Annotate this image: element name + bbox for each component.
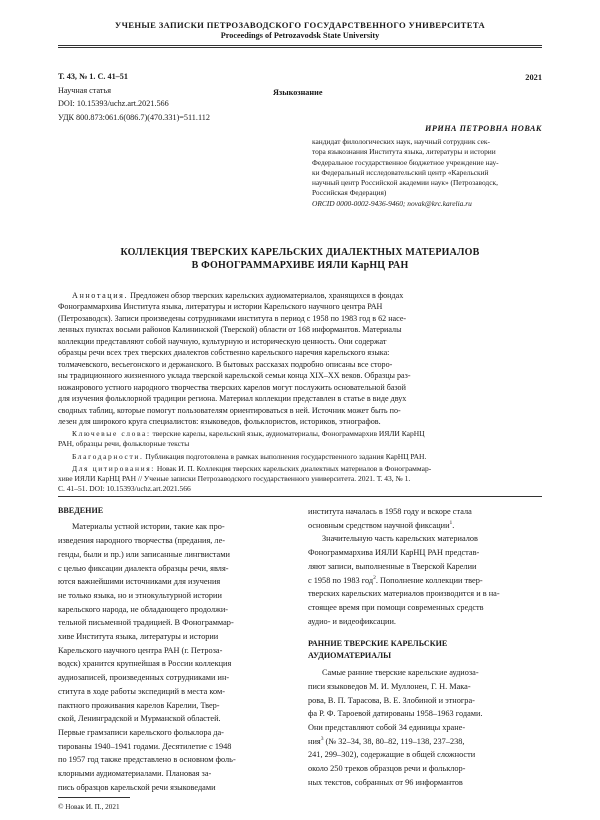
affiliation-line: ки Федеральный исследовательский центр «Карельский <box>312 167 489 177</box>
body-line: тверских карельских материалов производится и в на- <box>308 589 500 599</box>
citation-line: хиве ИЯЛИ КарНЦ РАН // Ученые записки Петрозаводского государственного университета. 2021. Т. 43, № 1. <box>58 474 411 484</box>
keywords-text: тверские карелы, карельский язык, аудиоматериалы, Фонограммархив ИЯЛИ КарНЦ <box>152 429 425 438</box>
header-rule-bottom <box>58 47 542 48</box>
body-line: рова, В. П. Тарасова, В. Е. Злобиной и этногра- <box>308 695 475 705</box>
article-title <box>58 246 542 272</box>
footnote-ref[interactable]: 1 <box>449 519 453 526</box>
abstract-line: коллекции представляют собой научную, культурную и историческую ценность. Они содержат <box>58 336 387 346</box>
abstract-line: образцы речи всех трех тверских диалектов собственно карельского наречия карельского языка: <box>58 348 390 358</box>
volume-info: Т. 43, № 1. С. 41–51 <box>58 72 128 81</box>
abstract-divider <box>58 496 542 497</box>
affiliation-line: научный центр Российской академии наук» (Петрозаводск, <box>312 178 498 188</box>
body-line: пись образцов карельской речи языковедами <box>58 782 216 792</box>
footnote-ref[interactable]: 2 <box>373 574 376 581</box>
body-line: клорными аудиоматериалами. Плановая за- <box>58 769 212 779</box>
abstract-line: Фонограммархива Института языка, литературы и истории Карельского научного центра РАН <box>58 302 383 312</box>
abstract-line: толмачевского, весьегонского и держанского. В бытовых рассказах подробно описаны все сторо- <box>58 359 393 369</box>
footer-rule <box>58 797 130 798</box>
body-line: 241, 299–302), содержащие в общей сложности <box>308 750 476 760</box>
body-line: генды, были и пр.) или записанные лингвистами <box>58 549 230 559</box>
header-rule-top <box>58 45 542 46</box>
abstract-line: (Петрозаводск). Записи произведены сотрудниками института в период с 1958 по 1983 год в 62 насе- <box>58 313 407 323</box>
body-line: ляют записи, выполненные в Тверской Карелии <box>308 561 477 571</box>
affiliation-line: Федеральное государственное бюджетное учреждение нау- <box>312 157 499 167</box>
body-line: с целью фиксации диалекта образцы речи, явля- <box>58 563 229 573</box>
author-affiliation <box>312 137 544 209</box>
journal-title: УЧЕНЫЕ ЗАПИСКИ ПЕТРОЗАВОДСКОГО ГОСУДАРСТВЕННОГО УНИВЕРСИТЕТА <box>114 20 486 30</box>
body-line: изведения народного творчества (предания, ле- <box>58 536 226 546</box>
author-orcid: ORCID 0000-0002-9436-9460; novak@krc.karelia.ru <box>312 198 472 208</box>
keywords-label: Ключевые слова: <box>72 429 151 438</box>
body-line: писи языковедов М. И. Муллонен, Г. Н. Мака- <box>308 681 471 691</box>
body-line: ститута в ходе работы экспедиций в места ком- <box>58 686 226 696</box>
body-line: Самые ранние тверские карельские аудиоза- <box>322 668 479 678</box>
body-line: не только языка, но и этнокультурной истории <box>58 590 222 600</box>
abstract-line: для изучения фольклорной традиции региона. Материал коллекции представлен в статье в виде двух <box>58 394 407 404</box>
keywords-text-cont: РАН, образцы речи, фольклорные тексты <box>58 439 190 449</box>
body-line: Они представляют собой 34 единицы хране- <box>308 722 466 732</box>
acknowledgment-text: Публикация подготовлена в рамках выполнения государственного задания КарНЦ РАН. <box>145 452 427 461</box>
body-line: основным средством научной фиксации$^1$. <box>308 519 455 530</box>
footnote-ref[interactable]: 3 <box>320 735 324 742</box>
journal-subtitle: Proceedings of Petrozavodsk State University <box>220 31 380 40</box>
body-line: аудиозаписей, произведенных сотрудниками ин- <box>58 673 230 683</box>
affiliation-line: кандидат филологических наук, научный сотрудник сек- <box>312 137 490 146</box>
body-line: около 250 треков образцов речи и фольклор- <box>308 764 466 774</box>
body-line: Карельского научного центра РАН (г. Петроза- <box>58 645 223 655</box>
body-line: Фонограммархива ИЯЛИ КарНЦ РАН представ- <box>308 548 480 558</box>
body-column-left <box>58 505 294 794</box>
body-line: тированы 1940–1941 годами. Десятилетие с 1948 <box>58 741 232 751</box>
body-line: водск) хранится крупнейшая в России коллекция <box>58 659 232 669</box>
affiliation-line: Российская Федерация) <box>312 188 387 198</box>
year: 2021 <box>525 73 542 82</box>
citation: Для цитирования: Новак И. П. Коллекция тверских карельских диалектных материалов в Фонограммар- хиве ИЯЛИ КарНЦ РАН // Ученые записки Петрозаводского государственного университета. 2021. Т. 43, № 1. С. 41–51. DOI: 10.15393/uchz.art.2021.566 <box>58 464 542 495</box>
body-line: хиве Института языка, литературы и истории <box>58 632 219 642</box>
body-line: аудио- и видеофиксации. <box>308 616 396 626</box>
citation-label: Для цитирования: <box>72 464 155 473</box>
body-line: ных текстов, собранных от 96 информантов <box>308 777 463 787</box>
section2-heading: РАННИЕ ТВЕРСКИЕ КАРЕЛЬСКИЕ АУДИОМАТЕРИАЛЫ <box>308 639 448 660</box>
abstract-line: лезен для широкого круга специалистов: языковедов, фольклористов, историков, этнографов. <box>58 416 381 426</box>
body-line: по 1957 год также представлено в основном фоль- <box>58 755 236 765</box>
abstract-line: Аннотация. Предложен обзор тверских карельских аудиоматериалов, хранящихся в фондах <box>72 291 404 300</box>
udk: УДК 800.873:061.6(086.7)(470.331)=511.112 <box>58 112 210 122</box>
copyright: © Новак И. П., 2021 <box>58 803 120 811</box>
body-line: Первые грамзаписи карельского фольклора да- <box>58 727 224 737</box>
body-line: Значительную часть карельских материалов <box>322 534 478 544</box>
body-line: ской, Ленинградской и Мурманской областей. <box>58 714 221 724</box>
title-line: В ФОНОГРАММАРХИВЕ ИЯЛИ КарНЦ РАН <box>191 260 409 271</box>
abstract-line: ножанрового устного народного творчества тверских карелов могут послужить основательной базой <box>58 382 406 392</box>
citation-line: С. 41–51. DOI: 10.15393/uchz.art.2021.566 <box>58 484 191 494</box>
body-line: карельского народа, не обладающего продолжи- <box>58 604 229 614</box>
body-line: института началась в 1958 году и вскоре стала <box>308 507 472 516</box>
body-line: Материалы устной истории, такие как про- <box>72 522 225 532</box>
body-line: тельной письменной традицией. В Фонограммар- <box>58 618 234 628</box>
doi: DOI: 10.15393/uchz.art.2021.566 <box>58 99 169 108</box>
abstract-line: ленных пунктах восьми районов Калининской (Тверской) области от 168 информантов. Материалы <box>58 325 402 335</box>
keywords <box>58 429 542 449</box>
affiliation-line: тора языкознания Института языка, литературы и истории <box>312 147 496 157</box>
acknowledgment-label: Благодарности. <box>72 452 144 461</box>
body-line: пактного проживания карелов Карелии, Твер- <box>58 700 220 710</box>
body-line: ются важнейшими источниками для изучения <box>58 577 221 587</box>
article-type: Научная статья <box>58 85 111 95</box>
body-line: с 1958 по 1983 год$^2$. Пополнение коллекции твер- <box>308 574 483 585</box>
section-name: Языкознание <box>273 88 323 97</box>
body-line: ния$^3$ (№ 32–34, 38, 80–82, 119–138, 237–238, <box>308 735 465 746</box>
body-line: стоящее время при помощи современных средств <box>308 602 484 612</box>
author-name: ИРИНА ПЕТРОВНА НОВАК <box>424 124 542 133</box>
meta-block <box>58 70 210 124</box>
abstract-line: ны традиционного жизненного уклада тверской карельской семьи конца XIX–XX веков. Образцы раз- <box>58 371 411 381</box>
title-line: КОЛЛЕКЦИЯ ТВЕРСКИХ КАРЕЛЬСКИХ ДИАЛЕКТНЫХ МАТЕРИАЛОВ <box>120 247 480 258</box>
intro-heading: ВВЕДЕНИЕ <box>58 506 104 515</box>
acknowledgment <box>58 452 542 462</box>
abstract <box>58 290 542 427</box>
abstract-line: сводных таблиц, которые помогут пользователям ориентироваться в ней. Источник может быть по- <box>58 405 401 415</box>
body-column-right <box>308 505 544 789</box>
abstract-label: Аннотация. <box>72 291 129 300</box>
body-line: фа Р. Ф. Тароевой датированы 1958–1963 годами. <box>308 709 483 719</box>
